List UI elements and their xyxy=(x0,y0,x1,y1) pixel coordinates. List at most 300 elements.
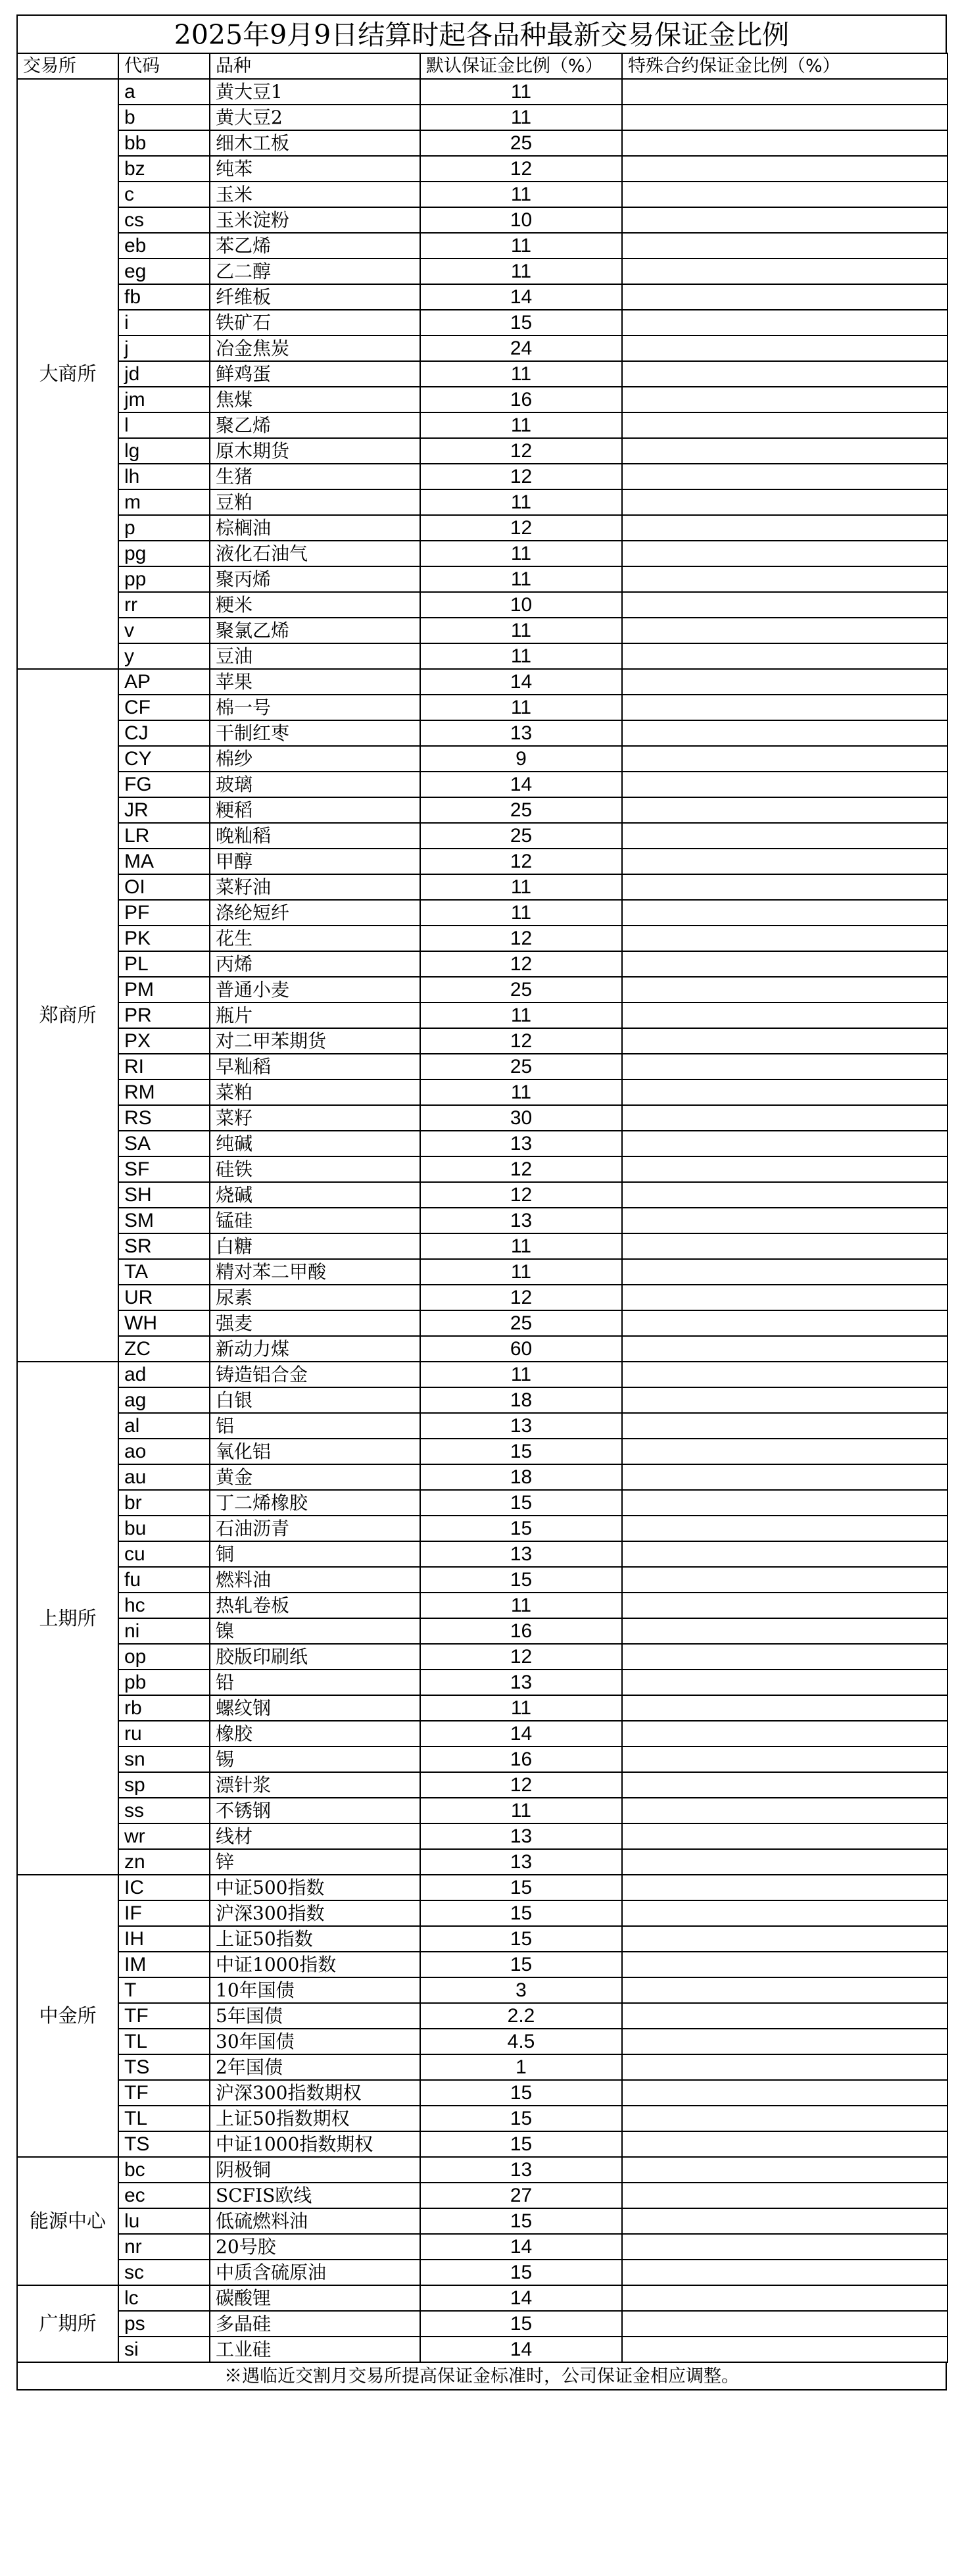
code-cell: PX xyxy=(118,1028,210,1054)
default-margin-cell: 12 xyxy=(420,438,622,464)
table-row xyxy=(17,695,948,720)
code-cell: p xyxy=(118,515,210,541)
table-row xyxy=(17,900,948,926)
special-margin-cell xyxy=(622,2183,948,2208)
special-margin-cell xyxy=(622,1336,948,1362)
default-margin-cell: 10 xyxy=(420,207,622,233)
default-margin-cell: 11 xyxy=(420,1079,622,1105)
default-margin-cell: 12 xyxy=(420,926,622,951)
header-special-margin: 特殊合约保证金比例（%） xyxy=(622,53,948,79)
special-margin-cell xyxy=(622,1003,948,1028)
table-row xyxy=(17,130,948,156)
table-row xyxy=(17,1387,948,1413)
special-margin-cell xyxy=(622,1208,948,1233)
table-row xyxy=(17,951,948,977)
special-margin-cell xyxy=(622,592,948,618)
exchange-cell: 广期所 xyxy=(17,2285,118,2362)
code-cell: eb xyxy=(118,233,210,259)
product-cell: 阴极铜 xyxy=(210,2157,420,2183)
special-margin-cell xyxy=(622,695,948,720)
product-cell: 新动力煤 xyxy=(210,1336,420,1362)
default-margin-cell: 11 xyxy=(420,489,622,515)
table-row xyxy=(17,1977,948,2003)
table-row xyxy=(17,1362,948,1387)
code-cell: op xyxy=(118,1644,210,1670)
code-cell: wr xyxy=(118,1823,210,1849)
special-margin-cell xyxy=(622,849,948,874)
product-cell: 铅 xyxy=(210,1670,420,1695)
special-margin-cell xyxy=(622,515,948,541)
product-cell: 工业硅 xyxy=(210,2337,420,2362)
special-margin-cell xyxy=(622,1182,948,1208)
product-cell: 玉米 xyxy=(210,182,420,207)
code-cell: SA xyxy=(118,1131,210,1156)
product-cell: 玻璃 xyxy=(210,772,420,797)
default-margin-cell: 12 xyxy=(420,1772,622,1798)
special-margin-cell xyxy=(622,1926,948,1952)
product-cell: 涤纶短纤 xyxy=(210,900,420,926)
table-row xyxy=(17,977,948,1003)
code-cell: TF xyxy=(118,2080,210,2106)
product-cell: 棉一号 xyxy=(210,695,420,720)
default-margin-cell: 11 xyxy=(420,361,622,387)
special-margin-cell xyxy=(622,1131,948,1156)
product-cell: 中证1000指数 xyxy=(210,1952,420,1977)
table-row xyxy=(17,1516,948,1541)
default-margin-cell: 15 xyxy=(420,1952,622,1977)
default-margin-cell: 11 xyxy=(420,259,622,284)
code-cell: UR xyxy=(118,1285,210,1310)
code-cell: ag xyxy=(118,1387,210,1413)
table-row xyxy=(17,1439,948,1464)
table-row xyxy=(17,1233,948,1259)
code-cell: i xyxy=(118,310,210,335)
special-margin-cell xyxy=(622,361,948,387)
code-cell: hc xyxy=(118,1593,210,1618)
table-row xyxy=(17,515,948,541)
special-margin-cell xyxy=(622,746,948,772)
code-cell: IM xyxy=(118,1952,210,1977)
code-cell: LR xyxy=(118,823,210,849)
special-margin-cell xyxy=(622,541,948,566)
code-cell: RS xyxy=(118,1105,210,1131)
code-cell: bu xyxy=(118,1516,210,1541)
code-cell: au xyxy=(118,1464,210,1490)
default-margin-cell: 25 xyxy=(420,823,622,849)
default-margin-cell: 15 xyxy=(420,310,622,335)
product-cell: 多晶硅 xyxy=(210,2311,420,2337)
table-row xyxy=(17,1464,948,1490)
table-row xyxy=(17,1182,948,1208)
table-row xyxy=(17,2157,948,2183)
special-margin-cell xyxy=(622,1670,948,1695)
special-margin-cell xyxy=(622,1310,948,1336)
default-margin-cell: 11 xyxy=(420,233,622,259)
product-cell: 鲜鸡蛋 xyxy=(210,361,420,387)
table-row xyxy=(17,387,948,412)
default-margin-cell: 11 xyxy=(420,1798,622,1823)
special-margin-cell xyxy=(622,284,948,310)
table-row xyxy=(17,1310,948,1336)
default-margin-cell: 12 xyxy=(420,1182,622,1208)
product-cell: 菜籽油 xyxy=(210,874,420,900)
product-cell: 花生 xyxy=(210,926,420,951)
code-cell: ZC xyxy=(118,1336,210,1362)
default-margin-cell: 13 xyxy=(420,1131,622,1156)
default-margin-cell: 12 xyxy=(420,1644,622,1670)
code-cell: l xyxy=(118,412,210,438)
code-cell: sp xyxy=(118,1772,210,1798)
default-margin-cell: 25 xyxy=(420,977,622,1003)
default-margin-cell: 15 xyxy=(420,2311,622,2337)
exchange-cell: 上期所 xyxy=(17,1362,118,1875)
code-cell: IH xyxy=(118,1926,210,1952)
special-margin-cell xyxy=(622,387,948,412)
default-margin-cell: 15 xyxy=(420,1875,622,1900)
product-cell: 锌 xyxy=(210,1849,420,1875)
special-margin-cell xyxy=(622,823,948,849)
table-row xyxy=(17,2285,948,2311)
default-margin-cell: 16 xyxy=(420,387,622,412)
default-margin-cell: 11 xyxy=(420,541,622,566)
product-cell: 干制红枣 xyxy=(210,720,420,746)
special-margin-cell xyxy=(622,1079,948,1105)
code-cell: lu xyxy=(118,2208,210,2234)
special-margin-cell xyxy=(622,1567,948,1593)
product-cell: 10年国债 xyxy=(210,1977,420,2003)
code-cell: ec xyxy=(118,2183,210,2208)
special-margin-cell xyxy=(622,1593,948,1618)
special-margin-cell xyxy=(622,643,948,669)
default-margin-cell: 14 xyxy=(420,1721,622,1746)
special-margin-cell xyxy=(622,1490,948,1516)
table-row xyxy=(17,1900,948,1926)
special-margin-cell xyxy=(622,335,948,361)
table-row xyxy=(17,489,948,515)
special-margin-cell xyxy=(622,1618,948,1644)
product-cell: 中质含硫原油 xyxy=(210,2260,420,2285)
product-cell: 纯碱 xyxy=(210,1131,420,1156)
default-margin-cell: 13 xyxy=(420,1849,622,1875)
table-row xyxy=(17,1593,948,1618)
code-cell: al xyxy=(118,1413,210,1439)
table-row xyxy=(17,1079,948,1105)
special-margin-cell xyxy=(622,412,948,438)
default-margin-cell: 27 xyxy=(420,2183,622,2208)
table-row xyxy=(17,746,948,772)
default-margin-cell: 25 xyxy=(420,130,622,156)
product-cell: 锰硅 xyxy=(210,1208,420,1233)
table-row xyxy=(17,1054,948,1079)
code-cell: TL xyxy=(118,2106,210,2131)
special-margin-cell xyxy=(622,182,948,207)
product-cell: 聚丙烯 xyxy=(210,566,420,592)
special-margin-cell xyxy=(622,1746,948,1772)
table-row xyxy=(17,1772,948,1798)
table-row xyxy=(17,1721,948,1746)
table-row xyxy=(17,284,948,310)
table-row xyxy=(17,643,948,669)
default-margin-cell: 14 xyxy=(420,2285,622,2311)
table-row xyxy=(17,1875,948,1900)
product-cell: 豆粕 xyxy=(210,489,420,515)
default-margin-cell: 13 xyxy=(420,1670,622,1695)
product-cell: 硅铁 xyxy=(210,1156,420,1182)
product-cell: 上证50指数期权 xyxy=(210,2106,420,2131)
product-cell: 粳稻 xyxy=(210,797,420,823)
code-cell: CY xyxy=(118,746,210,772)
special-margin-cell xyxy=(622,1900,948,1926)
code-cell: lh xyxy=(118,464,210,489)
margin-sheet xyxy=(16,14,947,2390)
default-margin-cell: 13 xyxy=(420,720,622,746)
header-row xyxy=(17,53,948,79)
special-margin-cell xyxy=(622,977,948,1003)
default-margin-cell: 18 xyxy=(420,1387,622,1413)
default-margin-cell: 12 xyxy=(420,849,622,874)
product-cell: 豆油 xyxy=(210,643,420,669)
special-margin-cell xyxy=(622,2106,948,2131)
code-cell: PK xyxy=(118,926,210,951)
code-cell: SM xyxy=(118,1208,210,1233)
table-row xyxy=(17,207,948,233)
default-margin-cell: 13 xyxy=(420,1541,622,1567)
code-cell: rb xyxy=(118,1695,210,1721)
default-margin-cell: 12 xyxy=(420,1285,622,1310)
special-margin-cell xyxy=(622,1054,948,1079)
special-margin-cell xyxy=(622,130,948,156)
table-row xyxy=(17,335,948,361)
default-margin-cell: 13 xyxy=(420,2157,622,2183)
product-cell: 聚乙烯 xyxy=(210,412,420,438)
default-margin-cell: 13 xyxy=(420,1823,622,1849)
default-margin-cell: 11 xyxy=(420,643,622,669)
code-cell: pp xyxy=(118,566,210,592)
special-margin-cell xyxy=(622,259,948,284)
product-cell: 黄大豆1 xyxy=(210,79,420,105)
code-cell: TS xyxy=(118,2054,210,2080)
default-margin-cell: 15 xyxy=(420,2080,622,2106)
default-margin-cell: 25 xyxy=(420,1054,622,1079)
table-row xyxy=(17,823,948,849)
table-row xyxy=(17,1823,948,1849)
default-margin-cell: 15 xyxy=(420,1490,622,1516)
table-row xyxy=(17,1156,948,1182)
product-cell: 沪深300指数期权 xyxy=(210,2080,420,2106)
special-margin-cell xyxy=(622,233,948,259)
product-cell: 低硫燃料油 xyxy=(210,2208,420,2234)
table-row xyxy=(17,1285,948,1310)
product-cell: 早籼稻 xyxy=(210,1054,420,1079)
exchange-cell: 中金所 xyxy=(17,1875,118,2157)
table-row xyxy=(17,1336,948,1362)
table-row xyxy=(17,2183,948,2208)
code-cell: v xyxy=(118,618,210,643)
product-cell: 冶金焦炭 xyxy=(210,335,420,361)
code-cell: bz xyxy=(118,156,210,182)
table-row xyxy=(17,1746,948,1772)
default-margin-cell: 3 xyxy=(420,1977,622,2003)
product-cell: 碳酸锂 xyxy=(210,2285,420,2311)
special-margin-cell xyxy=(622,1823,948,1849)
default-margin-cell: 13 xyxy=(420,1413,622,1439)
code-cell: ru xyxy=(118,1721,210,1746)
special-margin-cell xyxy=(622,1644,948,1670)
product-cell: 上证50指数 xyxy=(210,1926,420,1952)
special-margin-cell xyxy=(622,2054,948,2080)
code-cell: SF xyxy=(118,1156,210,1182)
code-cell: bb xyxy=(118,130,210,156)
code-cell: pb xyxy=(118,1670,210,1695)
header-default-margin: 默认保证金比例（%） xyxy=(420,53,622,79)
product-cell: 氧化铝 xyxy=(210,1439,420,1464)
special-margin-cell xyxy=(622,79,948,105)
code-cell: CJ xyxy=(118,720,210,746)
exchange-cell: 大商所 xyxy=(17,79,118,669)
code-cell: cs xyxy=(118,207,210,233)
product-cell: 普通小麦 xyxy=(210,977,420,1003)
default-margin-cell: 25 xyxy=(420,1310,622,1336)
product-cell: 白糖 xyxy=(210,1233,420,1259)
special-margin-cell xyxy=(622,1541,948,1567)
table-row xyxy=(17,1541,948,1567)
product-cell: 沪深300指数 xyxy=(210,1900,420,1926)
special-margin-cell xyxy=(622,951,948,977)
table-row xyxy=(17,156,948,182)
special-margin-cell xyxy=(622,1028,948,1054)
table-row xyxy=(17,361,948,387)
special-margin-cell xyxy=(622,310,948,335)
code-cell: T xyxy=(118,1977,210,2003)
special-margin-cell xyxy=(622,797,948,823)
table-row xyxy=(17,233,948,259)
default-margin-cell: 11 xyxy=(420,695,622,720)
product-cell: 铁矿石 xyxy=(210,310,420,335)
default-margin-cell: 11 xyxy=(420,1003,622,1028)
special-margin-cell xyxy=(622,2337,948,2362)
code-cell: y xyxy=(118,643,210,669)
default-margin-cell: 11 xyxy=(420,1593,622,1618)
default-margin-cell: 15 xyxy=(420,1567,622,1593)
product-cell: 对二甲苯期货 xyxy=(210,1028,420,1054)
default-margin-cell: 1 xyxy=(420,2054,622,2080)
special-margin-cell xyxy=(622,464,948,489)
footnote: ※遇临近交割月交易所提高保证金标准时，公司保证金相应调整。 xyxy=(16,2363,947,2390)
special-margin-cell xyxy=(622,772,948,797)
table-row xyxy=(17,259,948,284)
product-cell: 黄大豆2 xyxy=(210,105,420,130)
special-margin-cell xyxy=(622,2260,948,2285)
default-margin-cell: 15 xyxy=(420,1926,622,1952)
product-cell: 甲醇 xyxy=(210,849,420,874)
table-row xyxy=(17,1413,948,1439)
default-margin-cell: 12 xyxy=(420,1156,622,1182)
default-margin-cell: 11 xyxy=(420,105,622,130)
product-cell: 棉纱 xyxy=(210,746,420,772)
product-cell: 中证1000指数期权 xyxy=(210,2131,420,2157)
default-margin-cell: 25 xyxy=(420,797,622,823)
product-cell: 中证500指数 xyxy=(210,1875,420,1900)
default-margin-cell: 9 xyxy=(420,746,622,772)
default-margin-cell: 14 xyxy=(420,284,622,310)
default-margin-cell: 11 xyxy=(420,874,622,900)
product-cell: 苹果 xyxy=(210,669,420,695)
special-margin-cell xyxy=(622,2080,948,2106)
product-cell: 聚氯乙烯 xyxy=(210,618,420,643)
code-cell: AP xyxy=(118,669,210,695)
default-margin-cell: 15 xyxy=(420,1900,622,1926)
special-margin-cell xyxy=(622,207,948,233)
table-row xyxy=(17,926,948,951)
code-cell: ni xyxy=(118,1618,210,1644)
product-cell: 锡 xyxy=(210,1746,420,1772)
default-margin-cell: 12 xyxy=(420,515,622,541)
code-cell: PF xyxy=(118,900,210,926)
exchange-cell: 能源中心 xyxy=(17,2157,118,2285)
special-margin-cell xyxy=(622,669,948,695)
product-cell: 黄金 xyxy=(210,1464,420,1490)
special-margin-cell xyxy=(622,1233,948,1259)
product-cell: SCFIS欧线 xyxy=(210,2183,420,2208)
table-row xyxy=(17,1952,948,1977)
table-row xyxy=(17,2029,948,2054)
special-margin-cell xyxy=(622,1875,948,1900)
table-row xyxy=(17,1490,948,1516)
table-row xyxy=(17,1926,948,1952)
table-row xyxy=(17,310,948,335)
table-row xyxy=(17,2003,948,2029)
code-cell: JR xyxy=(118,797,210,823)
product-cell: 不锈钢 xyxy=(210,1798,420,1823)
product-cell: 液化石油气 xyxy=(210,541,420,566)
table-row xyxy=(17,464,948,489)
special-margin-cell xyxy=(622,1849,948,1875)
code-cell: IC xyxy=(118,1875,210,1900)
default-margin-cell: 13 xyxy=(420,1208,622,1233)
table-row xyxy=(17,2234,948,2260)
table-row xyxy=(17,541,948,566)
product-cell: 棕榈油 xyxy=(210,515,420,541)
special-margin-cell xyxy=(622,1387,948,1413)
table-row xyxy=(17,412,948,438)
product-cell: 石油沥青 xyxy=(210,1516,420,1541)
product-cell: 线材 xyxy=(210,1823,420,1849)
product-cell: 尿素 xyxy=(210,1285,420,1310)
special-margin-cell xyxy=(622,1439,948,1464)
code-cell: j xyxy=(118,335,210,361)
product-cell: 晚籼稻 xyxy=(210,823,420,849)
table-row xyxy=(17,2054,948,2080)
product-cell: 玉米淀粉 xyxy=(210,207,420,233)
code-cell: PL xyxy=(118,951,210,977)
table-row xyxy=(17,874,948,900)
table-row xyxy=(17,1644,948,1670)
product-cell: 铸造铝合金 xyxy=(210,1362,420,1387)
code-cell: TS xyxy=(118,2131,210,2157)
code-cell: FG xyxy=(118,772,210,797)
code-cell: SH xyxy=(118,1182,210,1208)
default-margin-cell: 15 xyxy=(420,2131,622,2157)
default-margin-cell: 24 xyxy=(420,335,622,361)
code-cell: TL xyxy=(118,2029,210,2054)
code-cell: ps xyxy=(118,2311,210,2337)
code-cell: jm xyxy=(118,387,210,412)
code-cell: fb xyxy=(118,284,210,310)
code-cell: lc xyxy=(118,2285,210,2311)
product-cell: 丙烯 xyxy=(210,951,420,977)
default-margin-cell: 16 xyxy=(420,1618,622,1644)
product-cell: 螺纹钢 xyxy=(210,1695,420,1721)
